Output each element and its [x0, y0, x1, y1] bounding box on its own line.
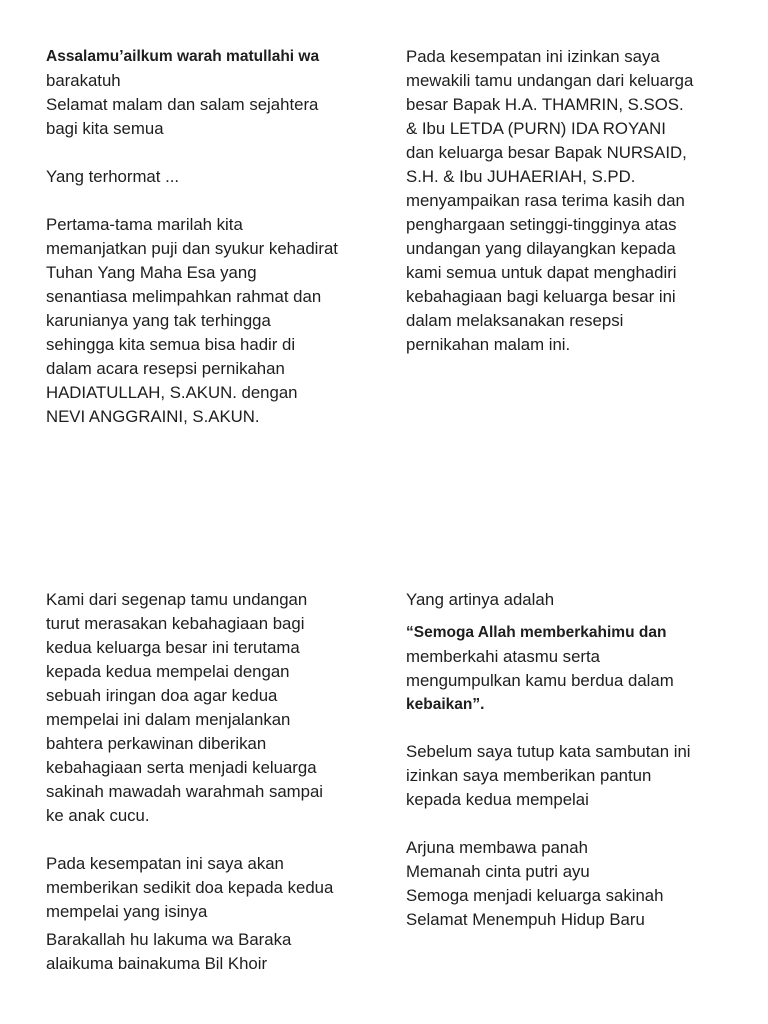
text-line: Memanah cinta putri ayu [406, 862, 590, 881]
text-line: memanjatkan puji dan syukur kehadirat [46, 239, 338, 258]
text-line: Arjuna membawa panah [406, 838, 588, 857]
text-line: ke anak cucu. [46, 806, 150, 825]
text-line: & Ibu LETDA (PURN) IDA ROYANI [406, 119, 666, 138]
text-line: bahtera perkawinan diberikan [46, 734, 267, 753]
meaning-quote [406, 621, 674, 717]
text-line: Barakallah hu lakuma wa Baraka [46, 930, 292, 949]
text-line: NEVI ANGGRAINI, S.AKUN. [46, 407, 260, 426]
text-line: dalam melaksanakan resepsi [406, 311, 624, 330]
text-line: bagi kita semua [46, 119, 164, 138]
text-line: Kami dari segenap tamu undangan [46, 590, 308, 609]
text-line: alaikuma bainakuma Bil Khoir [46, 954, 268, 973]
quote-bold-end: kebaikan”. [406, 696, 485, 713]
opening-paragraph [46, 213, 338, 429]
text-line: barakatuh [46, 71, 121, 90]
text-line: Pada kesempatan ini saya akan [46, 854, 284, 873]
text-line: sakinah mawadah warahmah sampai [46, 782, 324, 801]
text-line: S.H. & Ibu JUHAERIAH, S.PD. [406, 167, 636, 186]
text-line: memberikan sedikit doa kepada kedua [46, 878, 334, 897]
text-line: menyampaikan rasa terima kasih dan [406, 191, 685, 210]
text-line: HADIATULLAH, S.AKUN. dengan [46, 383, 298, 402]
text-line: izinkan saya memberikan pantun [406, 766, 652, 785]
meaning-intro: Yang artinya adalah [406, 590, 555, 609]
prayer [46, 928, 291, 976]
greeting-bold: Assalamu’ailkum warah matullahi wa [46, 48, 320, 65]
closing-paragraph [406, 740, 691, 812]
text-line: penghargaan setinggi-tingginya atas [406, 215, 677, 234]
text-line: pernikahan malam ini. [406, 335, 571, 354]
text-line: kebahagiaan serta menjadi keluarga [46, 758, 317, 777]
text-line: Pada kesempatan ini izinkan saya [406, 47, 660, 66]
prayer-intro [46, 852, 333, 924]
text-line: besar Bapak H.A. THAMRIN, S.SOS. [406, 95, 684, 114]
text-line: kebahagiaan bagi keluarga besar ini [406, 287, 676, 306]
greeting [46, 45, 319, 141]
text-line: senantiasa melimpahkan rahmat dan [46, 287, 322, 306]
text-line: sebuah iringan doa agar kedua [46, 686, 278, 705]
text-line: mempelai ini dalam menjalankan [46, 710, 291, 729]
text-line: mempelai yang isinya [46, 902, 208, 921]
text-line: kami semua untuk dapat menghadiri [406, 263, 677, 282]
text-line: Tuhan Yang Maha Esa yang [46, 263, 257, 282]
text-line: kepada kedua mempelai [406, 790, 589, 809]
text-line: dan keluarga besar Bapak NURSAID, [406, 143, 687, 162]
text-line: memberkahi atasmu serta [406, 647, 600, 666]
text-line: kepada kedua mempelai dengan [46, 662, 290, 681]
text-line: kedua keluarga besar ini terutama [46, 638, 300, 657]
text-line: mengumpulkan kamu berdua dalam [406, 671, 674, 690]
text-line: Pertama-tama marilah kita [46, 215, 243, 234]
text-line: mewakili tamu undangan dari keluarga [406, 71, 694, 90]
text-line: sehingga kita semua bisa hadir di [46, 335, 296, 354]
text-line: dalam acara resepsi pernikahan [46, 359, 285, 378]
text-line: karunianya yang tak terhingga [46, 311, 271, 330]
thanks-paragraph [406, 45, 693, 357]
text-line: undangan yang dilayangkan kepada [406, 239, 676, 258]
wishes-paragraph [46, 588, 323, 828]
text-line: Semoga menjadi keluarga sakinah [406, 886, 664, 905]
quote-bold-start: “Semoga Allah memberkahimu dan [406, 624, 667, 641]
text-line: turut merasakan kebahagiaan bagi [46, 614, 305, 633]
pantun [406, 836, 663, 932]
honorific: Yang terhormat ... [46, 167, 180, 186]
text-line: Selamat malam dan salam sejahtera [46, 95, 319, 114]
text-line: Selamat Menempuh Hidup Baru [406, 910, 645, 929]
text-line: Sebelum saya tutup kata sambutan ini [406, 742, 691, 761]
